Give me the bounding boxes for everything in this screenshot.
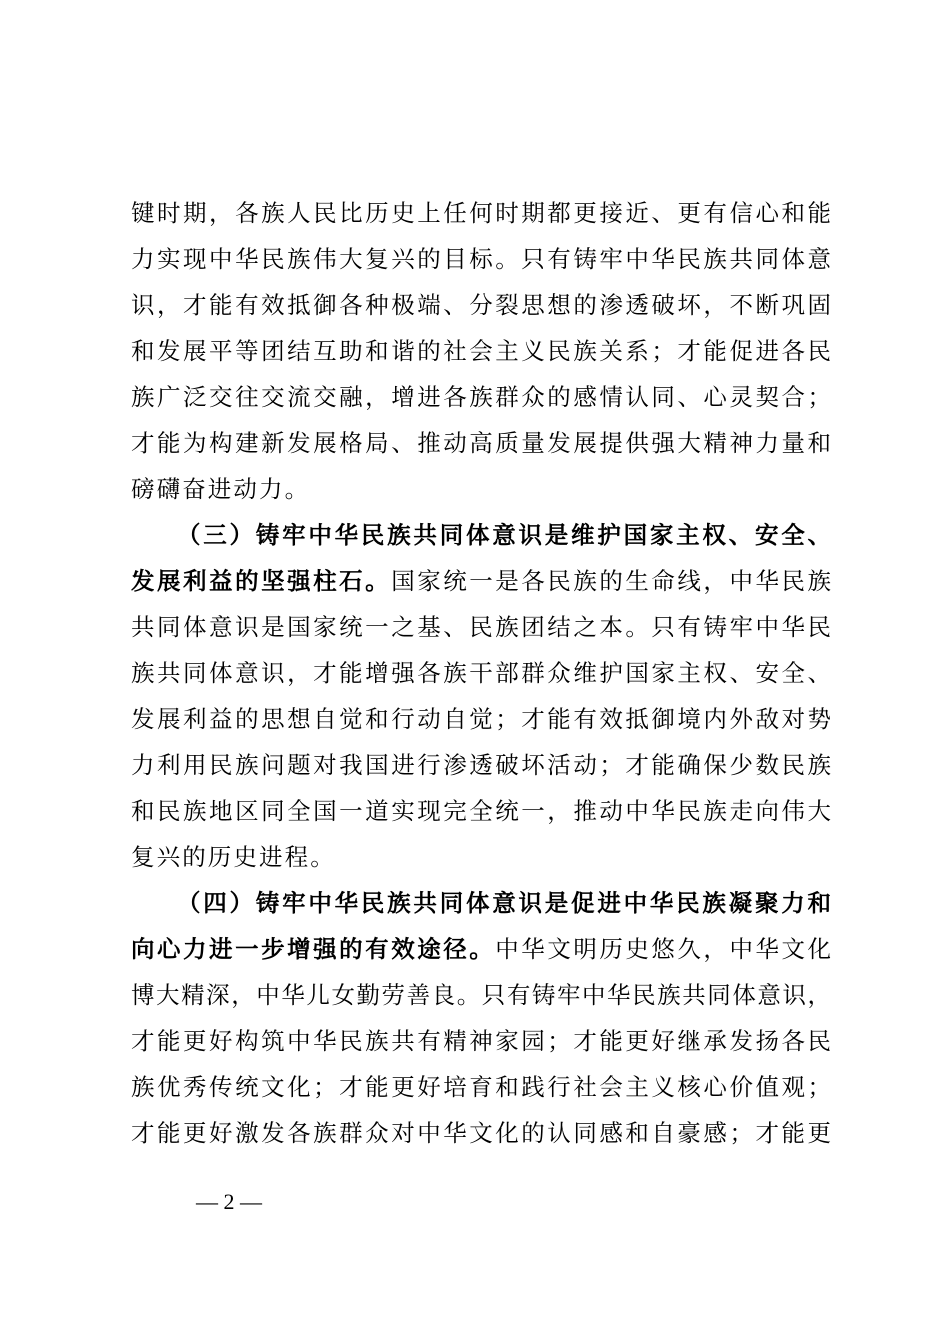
text-line: 力利用民族问题对我国进行渗透破坏活动；才能确保少数民族 (131, 751, 831, 779)
text-line: 键时期，各族人民比历史上任何时期都更接近、更有信心和能 (131, 199, 831, 227)
heading-text: （四）铸牢中华民族共同体意识是促进中华民族凝聚力和 (177, 889, 831, 917)
text-line: 博大精深，中华儿女勤劳善良。只有铸牢中华民族共同体意识， (131, 981, 831, 1009)
text-line (131, 558, 831, 604)
text-line: 识，才能有效抵御各种极端、分裂思想的渗透破坏，不断巩固 (131, 291, 831, 319)
text-line (131, 926, 831, 972)
section-heading-4 (131, 880, 831, 926)
text-line: 族广泛交往交流交融，增进各族群众的感情认同、心灵契合； (131, 383, 831, 411)
text-line: 磅礴奋进动力。 (131, 475, 311, 503)
body-text-span: 国家统一是各民族的生命线，中华民族 (391, 567, 832, 595)
text-line: 族优秀传统文化；才能更好培育和践行社会主义核心价值观； (131, 1073, 831, 1101)
body-text (131, 190, 831, 1156)
text-line: 和发展平等团结互助和谐的社会主义民族关系；才能促进各民 (131, 337, 831, 365)
text-line: 和民族地区同全国一道实现完全统一，推动中华民族走向伟大 (131, 797, 831, 825)
text-line: 族共同体意识，才能增强各族干部群众维护国家主权、安全、 (131, 659, 831, 687)
section-heading-3 (131, 512, 831, 558)
text-line: 才能更好构筑中华民族共有精神家园；才能更好继承发扬各民 (131, 1027, 831, 1055)
text-line: 才能为构建新发展格局、推动高质量发展提供强大精神力量和 (131, 429, 831, 457)
text-line: 才能更好激发各族群众对中华文化的认同感和自豪感；才能更 (131, 1119, 831, 1147)
text-line: 复兴的历史进程。 (131, 843, 336, 871)
text-line: 发展利益的思想自觉和行动自觉；才能有效抵御境内外敌对势 (131, 705, 831, 733)
text-line: 力实现中华民族伟大复兴的目标。只有铸牢中华民族共同体意 (131, 245, 831, 273)
heading-text: 发展利益的坚强柱石。 (131, 567, 392, 595)
heading-text: 向心力进一步增强的有效途径。 (131, 935, 496, 963)
text-line: 共同体意识是国家统一之基、民族团结之本。只有铸牢中华民 (131, 613, 831, 641)
heading-text: （三）铸牢中华民族共同体意识是维护国家主权、安全、 (177, 521, 831, 549)
page-number: — 2 — (196, 1189, 262, 1214)
body-text-span: 中华文明历史悠久，中华文化 (495, 935, 832, 963)
